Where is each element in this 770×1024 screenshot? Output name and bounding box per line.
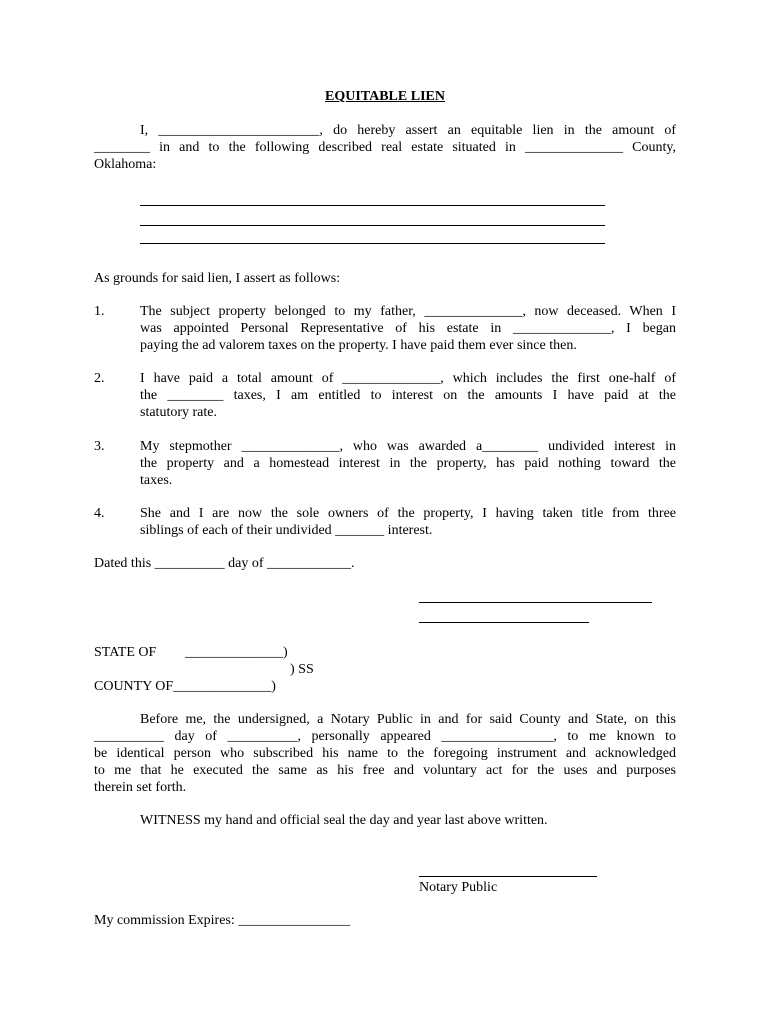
item-3-line-3: taxes. (140, 473, 173, 488)
item-2-line-3: statutory rate. (140, 405, 217, 420)
notary-line-5: therein set forth. (94, 780, 187, 795)
item-4-line-2: siblings of each of their undivided _______ interest. (140, 523, 433, 538)
item-number: 3. (94, 439, 105, 454)
state-label: STATE OF (94, 645, 157, 660)
notary-line-3: be identical person who subscribed his name to the foregoing instrument and acknowledged (94, 746, 676, 761)
notary-line-1 (94, 711, 676, 728)
signature-line[interactable] (419, 602, 652, 603)
notary-signature-line[interactable] (419, 876, 597, 877)
property-description-line-3[interactable] (140, 243, 605, 244)
intro-line-3: Oklahoma: (94, 157, 157, 172)
item-2-line-2: the ________ taxes, I am entitled to interest on the amounts I have paid at the (140, 388, 676, 403)
notary-public-label: Notary Public (419, 880, 498, 895)
printed-name-line[interactable] (419, 622, 589, 623)
item-number: 2. (94, 371, 105, 386)
intro-text-1: I, _______________________, do hereby assert an equitable lien in the amount of (140, 123, 676, 138)
intro-line-2: ________ in and to the following described real estate situated in ______________ County, (94, 140, 676, 155)
item-number: 1. (94, 304, 105, 319)
commission-expires: My commission Expires: ________________ (94, 913, 351, 928)
item-2-line-1: I have paid a total amount of ______________, which includes the first one-half of (140, 371, 676, 386)
dated-line: Dated this __________ day of ____________. (94, 556, 355, 571)
document-title: EQUITABLE LIEN (325, 89, 445, 104)
ss-marker: ) SS (290, 662, 314, 677)
notary-line-2: __________ day of __________, personally appeared ________________, to me known to (94, 729, 676, 744)
state-value: ______________) (185, 645, 288, 660)
witness-line: WITNESS my hand and official seal the day and year last above written. (140, 813, 548, 828)
notary-line-4: to me that he executed the same as his free and voluntary act for the uses and purposes (94, 763, 676, 778)
property-description-line-1[interactable] (140, 205, 605, 206)
item-1-line-1: The subject property belonged to my father, ______________, now deceased. When I (140, 304, 676, 319)
item-1-line-3: paying the ad valorem taxes on the property. I have paid them ever since then. (140, 338, 577, 353)
notary-text-1: Before me, the undersigned, a Notary Public in and for said County and State, on this (140, 712, 676, 727)
item-3-line-2: the property and a homestead interest in the property, has paid nothing toward the (140, 456, 676, 471)
item-number: 4. (94, 506, 105, 521)
item-4-line-1: She and I are now the sole owners of the property, I having taken title from three (140, 506, 676, 521)
item-1-line-2: was appointed Personal Representative of his estate in ______________, I began (140, 321, 676, 336)
grounds-heading: As grounds for said lien, I assert as follows: (94, 271, 341, 286)
property-description-line-2[interactable] (140, 225, 605, 226)
intro-line-1 (94, 122, 676, 139)
county-line: COUNTY OF______________) (94, 679, 276, 694)
item-3-line-1: My stepmother ______________, who was awarded a________ undivided interest in (140, 439, 676, 454)
